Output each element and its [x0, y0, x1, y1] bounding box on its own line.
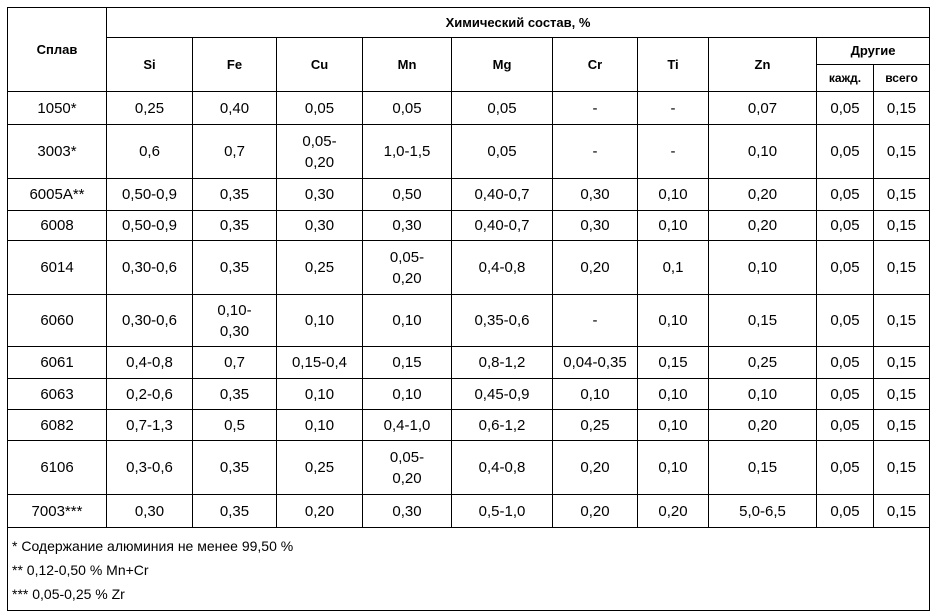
cell-zn: 0,20	[709, 211, 817, 241]
cell-mg: 0,35-0,6	[452, 295, 553, 347]
cell-si: 0,6	[107, 125, 193, 179]
cell-fe: 0,35	[193, 179, 277, 211]
header-cu: Cu	[277, 38, 363, 92]
cell-cu: 0,15-0,4	[277, 347, 363, 379]
cell-ti: 0,10	[638, 295, 709, 347]
cell-mn: 0,15	[363, 347, 452, 379]
cell-ti: -	[638, 125, 709, 179]
cell-alloy: 6106	[8, 441, 107, 495]
cell-zn: 0,10	[709, 125, 817, 179]
cell-each: 0,05	[817, 125, 874, 179]
table-row	[8, 211, 930, 241]
cell-cr: 0,20	[553, 495, 638, 528]
cell-total: 0,15	[874, 179, 930, 211]
cell-cr: 0,04-0,35	[553, 347, 638, 379]
cell-zn: 0,15	[709, 441, 817, 495]
table-row	[8, 347, 930, 379]
table-row	[8, 379, 930, 410]
cell-alloy: 6061	[8, 347, 107, 379]
cell-cu: 0,25	[277, 241, 363, 295]
cell-alloy: 6005A**	[8, 179, 107, 211]
table-row	[8, 410, 930, 441]
cell-mn: 1,0-1,5	[363, 125, 452, 179]
header-fe: Fe	[193, 38, 277, 92]
cell-each: 0,05	[817, 379, 874, 410]
note-zr: *** 0,05-0,25 % Zr	[12, 586, 125, 602]
cell-fe: 0,7	[193, 125, 277, 179]
cell-mg: 0,6-1,2	[452, 410, 553, 441]
cell-fe: 0,7	[193, 347, 277, 379]
cell-each: 0,05	[817, 495, 874, 528]
cell-zn: 5,0-6,5	[709, 495, 817, 528]
cell-fe: 0,35	[193, 441, 277, 495]
cell-mg: 0,05	[452, 125, 553, 179]
cell-si: 0,30-0,6	[107, 295, 193, 347]
table-row	[8, 92, 930, 125]
table-notes	[8, 528, 930, 611]
cell-alloy: 3003*	[8, 125, 107, 179]
cell-si: 0,30	[107, 495, 193, 528]
cell-mn: 0,30	[363, 495, 452, 528]
cell-cu: 0,10	[277, 379, 363, 410]
cell-ti: 0,15	[638, 347, 709, 379]
cell-cr: -	[553, 125, 638, 179]
cell-cu: 0,30	[277, 211, 363, 241]
cell-ti: 0,10	[638, 179, 709, 211]
note-aluminium: * Содержание алюминия не менее 99,50 %	[12, 538, 294, 554]
cell-total: 0,15	[874, 379, 930, 410]
cell-alloy: 1050*	[8, 92, 107, 125]
cell-si: 0,30-0,6	[107, 241, 193, 295]
cell-fe: 0,5	[193, 410, 277, 441]
cell-si: 0,4-0,8	[107, 347, 193, 379]
cell-total: 0,15	[874, 410, 930, 441]
cell-cr: 0,30	[553, 179, 638, 211]
table-header	[8, 8, 930, 92]
table-row	[8, 125, 930, 179]
cell-total: 0,15	[874, 211, 930, 241]
cell-alloy: 6082	[8, 410, 107, 441]
header-ti: Ti	[638, 38, 709, 92]
header-si: Si	[107, 38, 193, 92]
cell-cu: 0,05- 0,20	[277, 125, 363, 179]
cell-each: 0,05	[817, 295, 874, 347]
header-other: Другие	[817, 38, 930, 65]
cell-ti: -	[638, 92, 709, 125]
cell-mn: 0,05	[363, 92, 452, 125]
cell-total: 0,15	[874, 92, 930, 125]
header-composition: Химический состав, %	[107, 8, 930, 38]
cell-fe: 0,35	[193, 211, 277, 241]
note-mn-cr: ** 0,12-0,50 % Mn+Cr	[12, 562, 149, 578]
cell-total: 0,15	[874, 295, 930, 347]
cell-cr: -	[553, 92, 638, 125]
cell-ti: 0,10	[638, 441, 709, 495]
cell-si: 0,50-0,9	[107, 179, 193, 211]
cell-si: 0,2-0,6	[107, 379, 193, 410]
cell-each: 0,05	[817, 241, 874, 295]
cell-mg: 0,4-0,8	[452, 241, 553, 295]
composition-table	[7, 7, 930, 611]
cell-mn: 0,50	[363, 179, 452, 211]
cell-zn: 0,10	[709, 379, 817, 410]
notes-cell	[8, 528, 930, 611]
cell-cu: 0,30	[277, 179, 363, 211]
cell-si: 0,7-1,3	[107, 410, 193, 441]
cell-mg: 0,40-0,7	[452, 179, 553, 211]
cell-mg: 0,40-0,7	[452, 211, 553, 241]
cell-each: 0,05	[817, 179, 874, 211]
cell-fe: 0,10- 0,30	[193, 295, 277, 347]
cell-fe: 0,40	[193, 92, 277, 125]
header-alloy: Сплав	[8, 8, 107, 92]
cell-each: 0,05	[817, 92, 874, 125]
cell-mg: 0,8-1,2	[452, 347, 553, 379]
cell-alloy: 6008	[8, 211, 107, 241]
cell-mg: 0,4-0,8	[452, 441, 553, 495]
cell-ti: 0,10	[638, 379, 709, 410]
cell-cr: 0,30	[553, 211, 638, 241]
cell-ti: 0,10	[638, 211, 709, 241]
cell-alloy: 6060	[8, 295, 107, 347]
cell-cu: 0,10	[277, 410, 363, 441]
cell-each: 0,05	[817, 441, 874, 495]
cell-zn: 0,20	[709, 410, 817, 441]
cell-total: 0,15	[874, 241, 930, 295]
header-other-each: кажд.	[817, 65, 874, 92]
header-cr: Cr	[553, 38, 638, 92]
cell-zn: 0,10	[709, 241, 817, 295]
table-row	[8, 295, 930, 347]
cell-mn: 0,4-1,0	[363, 410, 452, 441]
cell-fe: 0,35	[193, 241, 277, 295]
cell-ti: 0,20	[638, 495, 709, 528]
cell-mn: 0,05- 0,20	[363, 241, 452, 295]
cell-mn: 0,10	[363, 295, 452, 347]
cell-si: 0,25	[107, 92, 193, 125]
composition-table-container	[7, 7, 930, 611]
cell-alloy: 7003***	[8, 495, 107, 528]
cell-total: 0,15	[874, 347, 930, 379]
cell-alloy: 6063	[8, 379, 107, 410]
cell-mg: 0,5-1,0	[452, 495, 553, 528]
cell-mn: 0,10	[363, 379, 452, 410]
cell-cu: 0,25	[277, 441, 363, 495]
cell-cr: 0,20	[553, 241, 638, 295]
cell-each: 0,05	[817, 211, 874, 241]
table-row	[8, 495, 930, 528]
cell-cr: 0,10	[553, 379, 638, 410]
cell-fe: 0,35	[193, 495, 277, 528]
cell-mg: 0,45-0,9	[452, 379, 553, 410]
cell-si: 0,3-0,6	[107, 441, 193, 495]
cell-cr: -	[553, 295, 638, 347]
cell-ti: 0,10	[638, 410, 709, 441]
cell-si: 0,50-0,9	[107, 211, 193, 241]
cell-zn: 0,25	[709, 347, 817, 379]
cell-total: 0,15	[874, 495, 930, 528]
cell-cu: 0,10	[277, 295, 363, 347]
cell-fe: 0,35	[193, 379, 277, 410]
cell-zn: 0,20	[709, 179, 817, 211]
table-row	[8, 241, 930, 295]
table-body	[8, 92, 930, 528]
header-other-total: всего	[874, 65, 930, 92]
cell-mn: 0,30	[363, 211, 452, 241]
cell-ti: 0,1	[638, 241, 709, 295]
cell-mg: 0,05	[452, 92, 553, 125]
header-mn: Mn	[363, 38, 452, 92]
cell-zn: 0,15	[709, 295, 817, 347]
cell-cr: 0,25	[553, 410, 638, 441]
cell-alloy: 6014	[8, 241, 107, 295]
cell-mn: 0,05- 0,20	[363, 441, 452, 495]
header-mg: Mg	[452, 38, 553, 92]
cell-cu: 0,05	[277, 92, 363, 125]
cell-each: 0,05	[817, 347, 874, 379]
table-row	[8, 179, 930, 211]
cell-zn: 0,07	[709, 92, 817, 125]
table-row	[8, 441, 930, 495]
cell-total: 0,15	[874, 125, 930, 179]
cell-each: 0,05	[817, 410, 874, 441]
cell-cu: 0,20	[277, 495, 363, 528]
cell-total: 0,15	[874, 441, 930, 495]
cell-cr: 0,20	[553, 441, 638, 495]
header-zn: Zn	[709, 38, 817, 92]
